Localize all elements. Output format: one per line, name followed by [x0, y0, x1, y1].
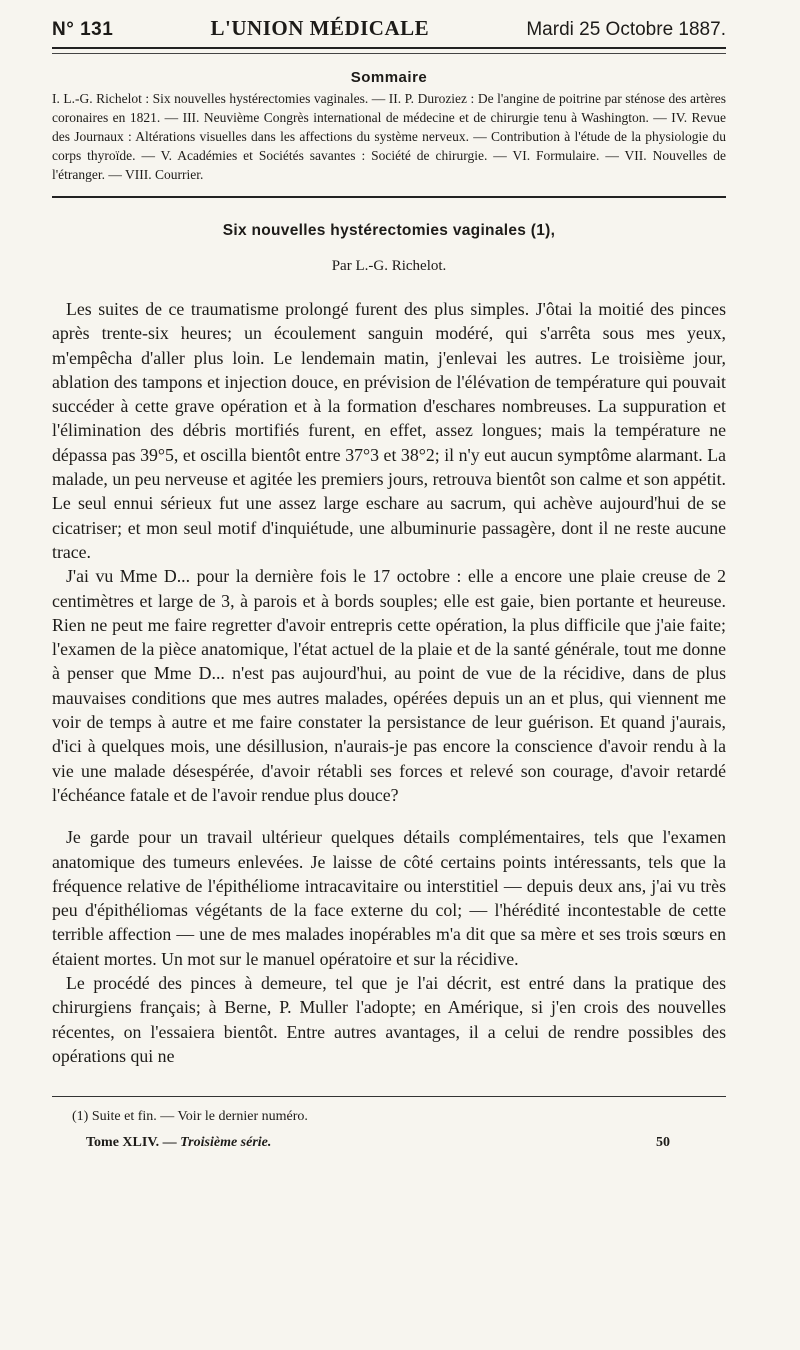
header-rule	[52, 53, 726, 54]
page-footer	[52, 1135, 726, 1151]
summary-section	[52, 68, 726, 184]
page	[52, 16, 726, 1151]
paragraph-2: J'ai vu Mme D... pour la dernière fois le 17 octobre : elle a encore une plaie creuse de 2 centimètres et large de 3, à parois et à bords souples; elle est gaie, bien portante et heureuse. Rien ne peut me faire regretter d'avoir entrepris cette opération, la plus difficile que j'aie faite; l'examen de la pièce anatomique, l'état actuel de la plaie et de la santé générale, tout me donne à penser que Mme D... n'est pas aujourd'hui, au point de vue de la récidive, dans de plus mauvaises conditions que mes autres malades, opérées depuis un an et plus, qui viennent me voir de temps à autre et me faire constater la persistance de leur guérison. Et quand j'aurais, d'ici à quelques mois, une désillusion, n'aurais-je pas encore la conscience d'avoir rendu à la vie une malade désespérée, d'avoir rétabli ses forces et relevé son courage, d'avoir retardé l'échéance fatale et de l'avoir rendue plus douce?	[52, 566, 726, 805]
footer-series: Troisième série.	[180, 1135, 272, 1151]
footnote-rule	[52, 1096, 726, 1097]
page-number: 50	[656, 1135, 670, 1151]
footer-tome: Tome XLIV.	[86, 1135, 160, 1151]
summary-title: Sommaire	[350, 69, 428, 86]
journal-title: L'UNION MÉDICALE	[210, 16, 430, 40]
running-header	[52, 16, 726, 49]
footer-volume: Tome XLIV. — Troisième série.	[86, 1135, 272, 1151]
article-title: Six nouvelles hystérectomies vaginales (1),	[222, 222, 556, 239]
article-body	[52, 297, 726, 1068]
paragraph-4: Le procédé des pinces à demeure, tel que je l'ai décrit, est entré dans la pratique des chirurgiens français; à Berne, P. Muller l'adopte; en Amérique, si j'en crois des nouvelles récentes, on l'essaiera bientôt. Entre autres avantages, il a celui de rendre possibles des opérations qui ne	[52, 973, 726, 1066]
issue-date: Mardi 25 Octobre 1887.	[526, 19, 726, 40]
article-byline: Par L.-G. Richelot.	[331, 258, 447, 274]
paragraph-1: Les suites de ce traumatisme prolongé furent des plus simples. J'ôtai la moitié des pinces après trente-six heures; un écoulement sanguin modéré, qui s'arrêta sous mes yeux, m'empêcha d'aller plus loin. Le lendemain matin, j'enlevai les autres. Le troisième jour, ablation des tampons et injection douce, en prévision de l'élévation de température qui pouvait succéder à cette grave opération et à la formation d'eschares nombreuses. La suppuration et l'élimination des débris mortifiés furent, en effet, assez longues; mais la température ne dépassa pas 39°5, et oscilla bientôt entre 37°3 et 38°2; il n'y eut aucun symptôme alarmant. La malade, un peu nerveuse et agitée les premiers jours, retrouva bientôt son calme et son appétit. Le seul ennui sérieux fut une assez large eschare au sacrum, qui achève aujourd'hui de se cicatriser; et mon seul motif d'inquiétude, une albuminurie passagère, dont il ne reste aucune trace.	[52, 299, 726, 562]
footnote: (1) Suite et fin. — Voir le dernier numéro.	[72, 1109, 308, 1125]
summary-rule	[52, 196, 726, 198]
summary-text: I. L.-G. Richelot : Six nouvelles hystérectomies vaginales. — II. P. Duroziez : De l'angine de poitrine par sténose des artères coronaires en 1821. — III. Neuvième Congrès international de médecine et de chirurgie tenu à Washington. — IV. Revue des Journaux : Altérations visuelles dans les affections du système nerveux. — Contribution à l'étude de la physiologie du corps thyroïde. — V. Académies et Sociétés savantes : Société de chirurgie. — VI. Formulaire. — VII. Nouvelles de l'étranger. — VIII. Courrier.	[52, 91, 726, 182]
issue-number: N° 131	[52, 19, 114, 40]
paragraph-3: Je garde pour un travail ultérieur quelques détails complémentaires, tels que l'examen anatomique des tumeurs enlevées. Je laisse de côté certains points intéressants, tels que la fréquence relative de l'épithéliome intracavitaire ou interstitiel — depuis deux ans, j'ai vu très peu d'épithéliomas végétants de la face externe du col; — l'hérédité incontestable de cette terrible affection — une de mes malades inopérables m'a dit que sa mère et ses trois sœurs en étaient mortes. Un mot sur le manuel opératoire et sur la récidive.	[52, 827, 726, 969]
